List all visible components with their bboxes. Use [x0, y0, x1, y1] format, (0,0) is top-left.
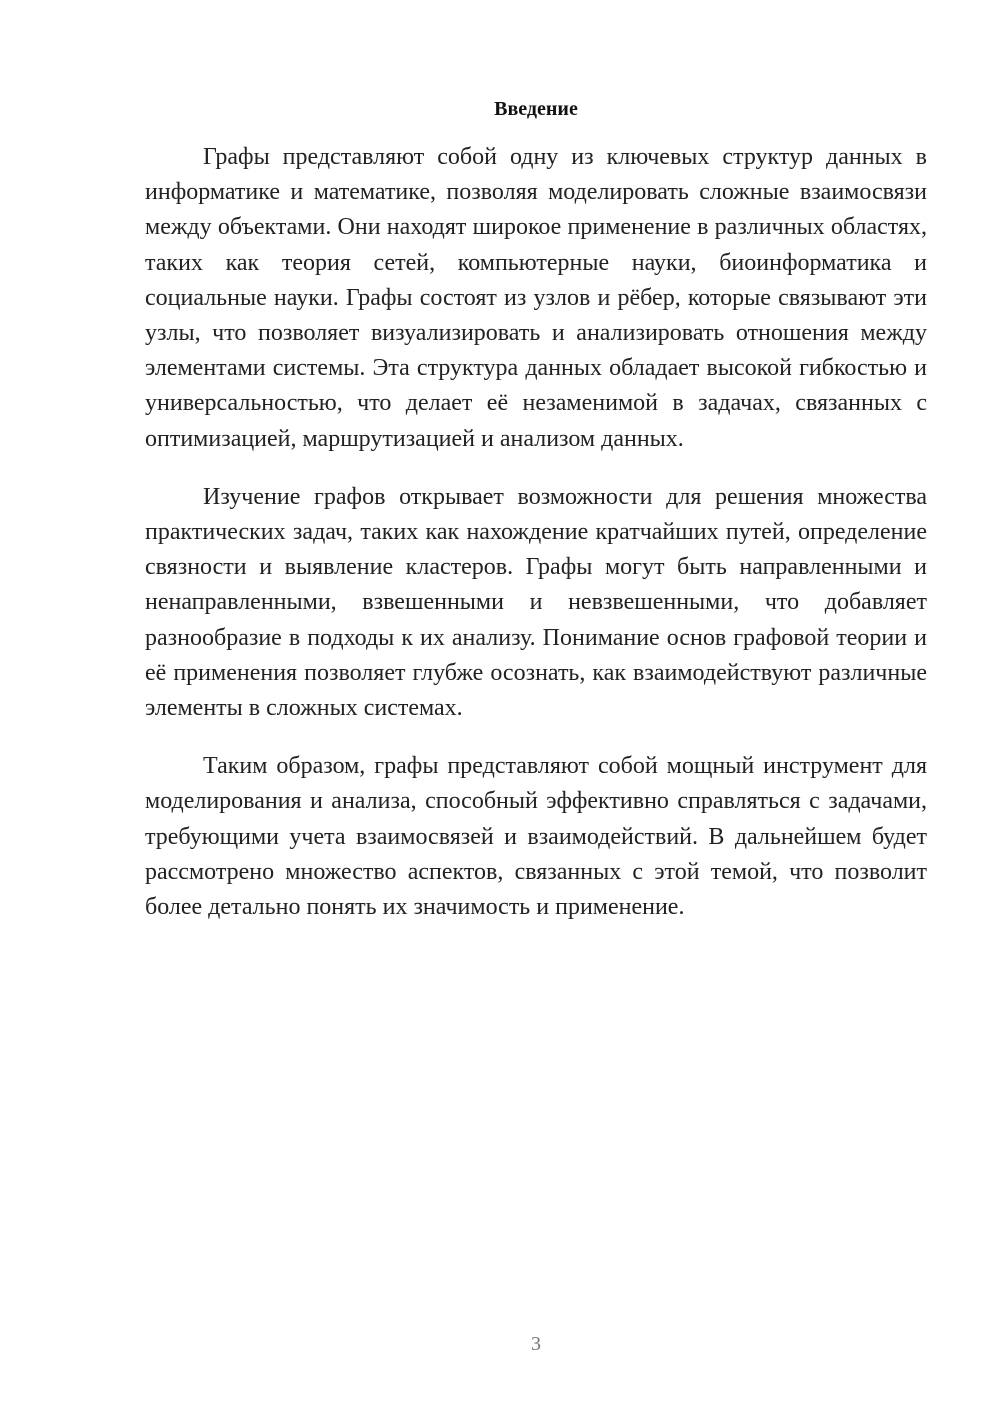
paragraph: Таким образом, графы представляют собой мощный инструмент для моделирования и анализа, способный эффективно справляться с задачами, требующими учета взаимосвязей и взаимодействий. В дальнейшем будет рассмотрено множество аспектов, связанных с этой темой, что позволит более детально понять их значимость и применение. — [145, 753, 927, 921]
body-text — [145, 140, 927, 948]
paragraph: Изучение графов открывает возможности для решения множества практических задач, таких как нахождение кратчайших путей, определение связности и выявление кластеров. Графы могут быть направленными и ненаправленными, взвешенными и невзвешенными, что добавляет разнообразие в подходы к их анализу. Понимание основ графовой теории и её применения позволяет глубже осознать, как взаимодействуют различные элементы в сложных системах. — [145, 483, 927, 722]
page-number: 3 — [531, 1333, 541, 1355]
paragraph: Графы представляют собой одну из ключевых структур данных в информатике и математике, позволяя моделировать сложные взаимосвязи между объектами. Они находят широкое применение в различных областях, таких как теория сетей, компьютерные науки, биоинформатика и социальные науки. Графы состоят из узлов и рёбер, которые связывают эти узлы, что позволяет визуализировать и анализировать отношения между элементами системы. Эта структура данных обладает высокой гибкостью и универсальностью, что делает её незаменимой в задачах, связанных с оптимизацией, маршрутизацией и анализом данных. — [145, 144, 927, 452]
section-title: Введение — [494, 98, 578, 120]
